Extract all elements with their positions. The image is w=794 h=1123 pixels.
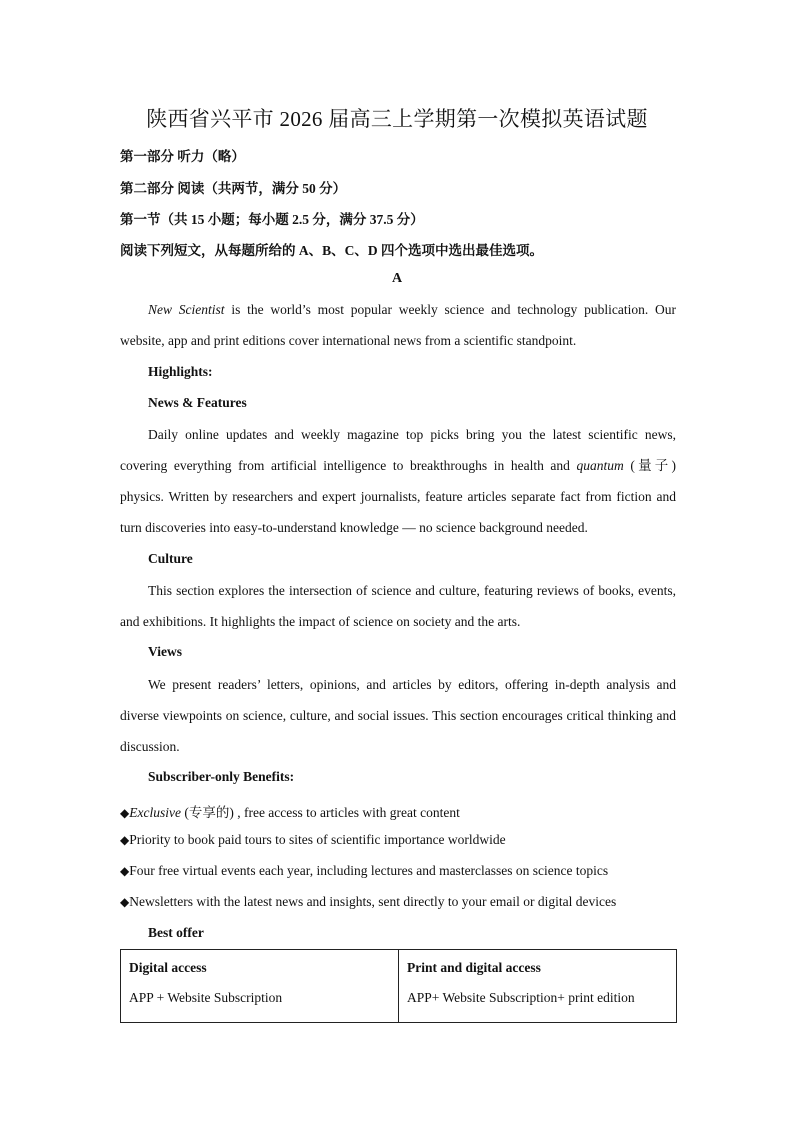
diamond-bullet-icon: ◆ [120,895,130,909]
offer-table [120,949,677,1023]
highlights-heading: Highlights: [148,364,213,379]
instruction: 阅读下列短文，从每题所给的 A、B、C、D 四个选项中选出最佳选项。 [120,243,544,258]
table-cell [399,950,677,1023]
benefit-item: ◆Exclusive (专享的) , free access to articles with great content [120,805,460,820]
benefit-item: ◆Four free virtual events each year, including lectures and masterclasses on science topics [120,863,609,878]
views-heading: Views [148,644,182,659]
culture-heading: Culture [148,551,193,566]
section1-heading: 第一节（共 15 小题；每小题 2.5 分，满分 37.5 分） [120,212,424,227]
offer-name: Print and digital access [407,960,541,975]
offer-name: Digital access [129,960,207,975]
diamond-bullet-icon: ◆ [120,806,130,820]
views-paragraph: We present readers’ letters, opinions, and articles by editors, offering in-depth analysis and diverse viewpoints on science, culture, and social issues. This section encourages critical thinking and discussion. [120,677,676,754]
offer-detail: APP+ Website Subscription+ print edition [407,990,635,1005]
news-heading: News & Features [148,395,247,410]
offer-detail: APP + Website Subscription [129,990,283,1005]
benefits-heading: Subscriber-only Benefits: [148,769,295,784]
table-cell [121,950,399,1023]
diamond-bullet-icon: ◆ [120,833,130,847]
part2-heading: 第二部分 阅读（共两节，满分 50 分） [120,181,347,196]
table-row [121,950,677,1023]
best-offer-heading: Best offer [148,925,204,940]
news-paragraph: Daily online updates and weekly magazine top picks bring you the latest scientific news, covering everything from artificial intelligence to breakthroughs in health and quantum (量子) physics. Written by researchers and expert journalists, feature articles separate fact from fiction and turn discoveries into easy-to-understand knowledge — no science background needed. [120,427,676,535]
benefit-item: ◆Priority to book paid tours to sites of scientific importance worldwide [120,832,506,847]
passage-label: A [391,271,403,286]
benefit-item: ◆Newsletters with the latest news and insights, sent directly to your email or digital devices [120,894,617,909]
intro-paragraph: New Scientist is the world’s most popular weekly science and technology publication. Our website, app and print editions cover international news from a scientific standpoint. [120,302,676,348]
part1-heading: 第一部分 听力（略） [120,149,245,164]
diamond-bullet-icon: ◆ [120,864,130,878]
publication-name: New Scientist [148,302,225,317]
page-title: 陕西省兴平市 2026 届高三上学期第一次模拟英语试题 [146,107,648,131]
culture-paragraph: This section explores the intersection of science and culture, featuring reviews of books, events, and exhibitions. It highlights the impact of science on society and the arts. [120,583,676,629]
